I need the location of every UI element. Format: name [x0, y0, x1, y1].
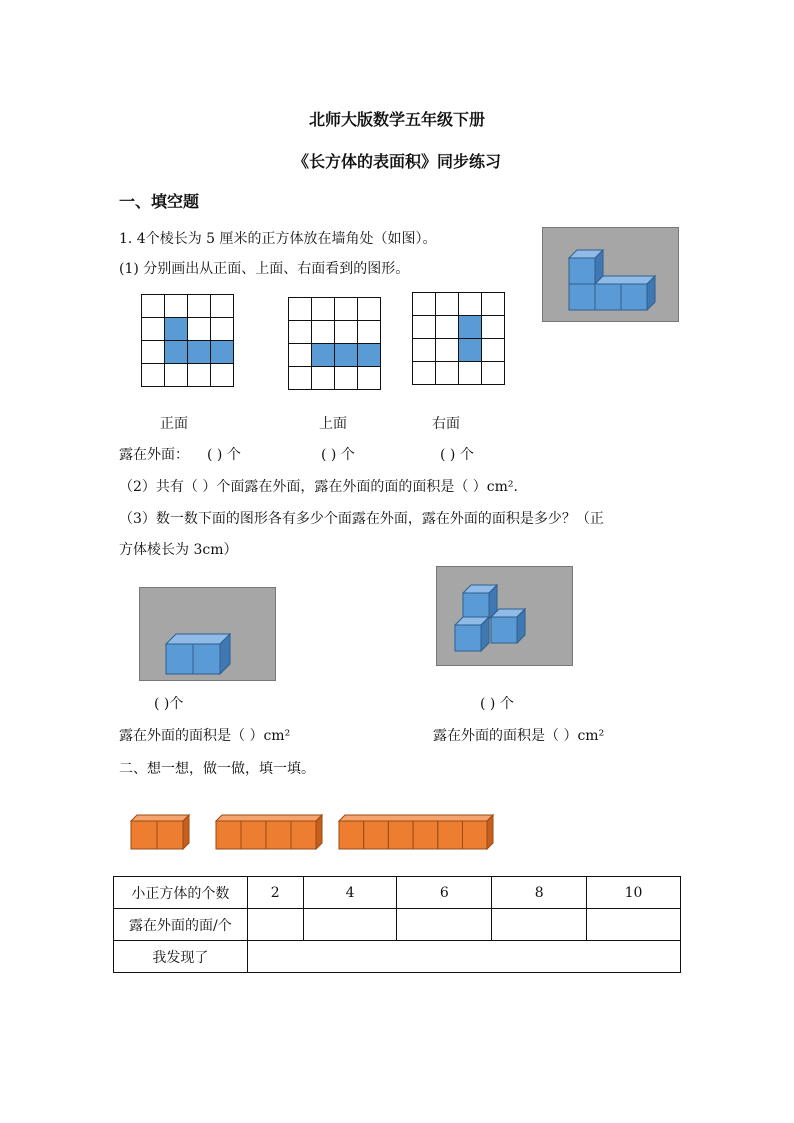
document-title: 北师大版数学五年级下册: [308, 110, 485, 129]
right-view-grid: [412, 292, 505, 385]
table-finding-input[interactable]: [247, 941, 680, 973]
figure-a-count-blank[interactable]: ( )个: [154, 696, 184, 712]
table-cell: 2: [247, 877, 303, 909]
table-header-finding: 我发现了: [114, 941, 248, 973]
corner-cubes-drawing: [543, 228, 678, 321]
table-cell: 6: [397, 877, 492, 909]
table-input-cell[interactable]: [303, 909, 397, 941]
question-1-part-1: (1) 分别画出从正面、上面、右面看到的图形。: [119, 261, 410, 277]
table-input-cell[interactable]: [397, 909, 492, 941]
table-row: [114, 877, 681, 909]
table-input-cell[interactable]: [587, 909, 681, 941]
table-cell: 10: [587, 877, 681, 909]
figure-a-area-blank[interactable]: 露在外面的面积是（ ）cm²: [119, 728, 291, 744]
two-cubes-image: [139, 587, 276, 681]
label-right-view: 右面: [432, 416, 460, 432]
figure-b-count-blank[interactable]: ( ) 个: [480, 696, 514, 712]
corner-cubes-image: [542, 227, 679, 322]
exposed-right-blank[interactable]: ( ) 个: [440, 447, 474, 463]
question-1-part-3-line-1: （3）数一数下面的图形各有多少个面露在外面，露在外面的面积是多少？（正: [119, 511, 604, 527]
document-subtitle: 《长方体的表面积》同步练习: [292, 152, 501, 171]
table-cell: 4: [303, 877, 397, 909]
question-1-text: 1. 4个棱长为 5 厘米的正方体放在墙角处（如图）。: [119, 231, 437, 247]
table-row: [114, 941, 681, 973]
table-header-exposed-faces: 露在外面的面/个: [114, 909, 248, 941]
figure-b-area-blank[interactable]: 露在外面的面积是（ ）cm²: [433, 728, 605, 744]
two-cubes-drawing: [140, 588, 275, 680]
label-front-view: 正面: [160, 416, 188, 432]
table-row: [114, 909, 681, 941]
exposed-top-blank[interactable]: ( ) 个: [321, 447, 355, 463]
table-header-cube-count: 小正方体的个数: [114, 877, 248, 909]
orange-cube-rows: [128, 810, 498, 854]
table-cell: 8: [492, 877, 587, 909]
front-view-grid: [141, 294, 234, 387]
exposed-label: 露在外面：: [119, 447, 189, 463]
top-view-grid: [288, 297, 381, 390]
question-1-part-3-line-2: 方体棱长为 3cm）: [119, 542, 238, 558]
four-cubes-image: [436, 566, 573, 666]
exposed-front-blank[interactable]: ( ) 个: [207, 447, 241, 463]
label-top-view: 上面: [319, 416, 347, 432]
table-input-cell[interactable]: [247, 909, 303, 941]
question-1-part-2: （2）共有（ ）个面露在外面，露在外面的面的面积是（ ）cm².: [119, 479, 518, 495]
table-input-cell[interactable]: [492, 909, 587, 941]
section-heading-1: 一、填空题: [119, 192, 200, 211]
cube-count-table: [113, 876, 681, 973]
four-cubes-drawing: [437, 567, 572, 665]
section-heading-2: 二、想一想，做一做，填一填。: [119, 761, 315, 777]
